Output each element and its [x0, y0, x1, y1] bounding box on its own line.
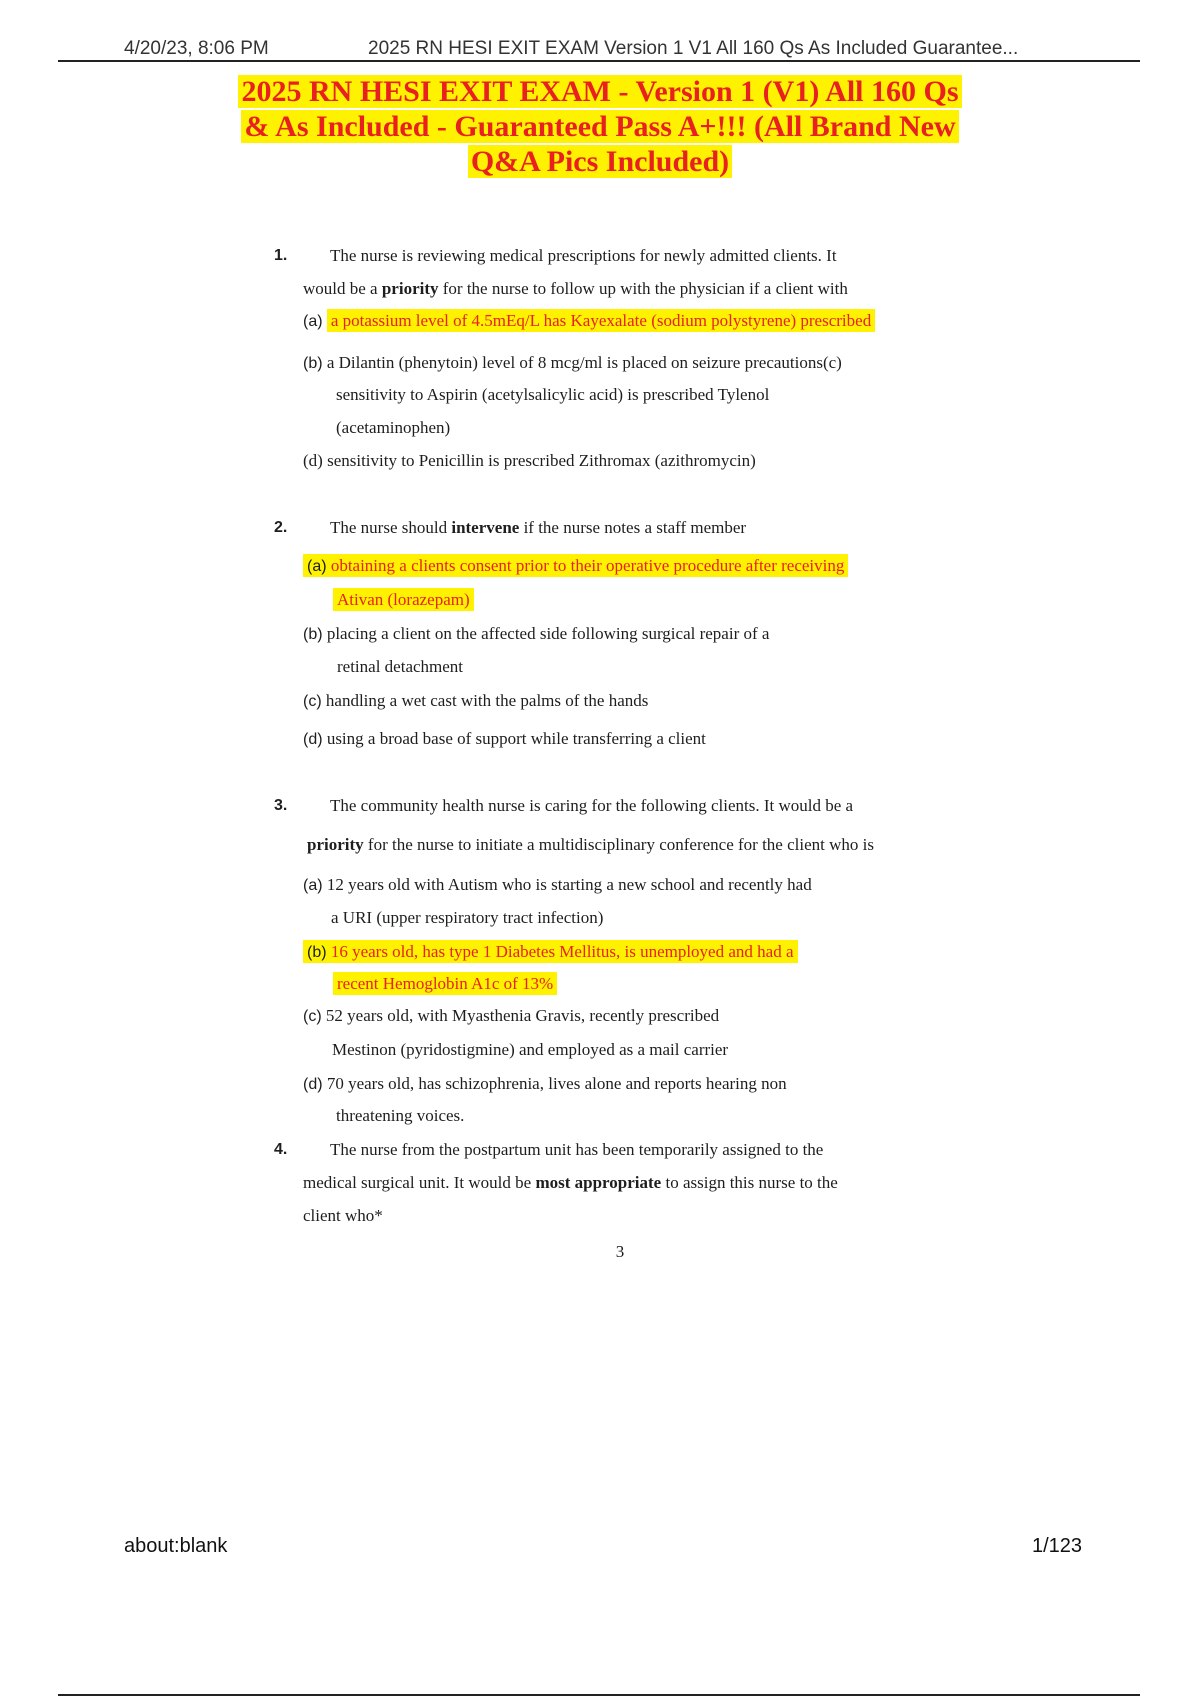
page-number: 3 — [615, 1242, 625, 1261]
question-stem-line: client who* — [303, 1206, 383, 1225]
answer-option-b: (b) placing a client on the affected side following surgical repair of a — [303, 624, 770, 643]
question-number: 3. — [274, 797, 288, 814]
question-stem-line: The nurse is reviewing medical prescriptions for newly admitted clients. It — [330, 246, 837, 265]
question-number: 1. — [274, 247, 288, 264]
question-number: 4. — [274, 1141, 288, 1158]
answer-option-b — [303, 942, 798, 962]
title-line-2: & As Included - Guaranteed Pass A+!!! (All Brand New — [241, 110, 958, 143]
print-footer-url: about:blank — [124, 1535, 228, 1557]
print-date: 4/20/23, 8:06 PM — [124, 38, 269, 59]
title-line-1: 2025 RN HESI EXIT EXAM - Version 1 (V1) All 160 Qs — [238, 75, 961, 108]
correct-answer-highlight: (a) obtaining a clients consent prior to their operative procedure after receiving — [303, 554, 848, 577]
title-line-3: Q&A Pics Included) — [468, 145, 732, 178]
print-doc-title: 2025 RN HESI EXIT EXAM Version 1 V1 All 160 Qs As Included Guarantee... — [368, 38, 1019, 59]
emphasis: intervene — [451, 518, 520, 537]
question-number: 2. — [274, 519, 288, 536]
question-stem-line: The nurse from the postpartum unit has been temporarily assigned to the — [330, 1140, 824, 1159]
browser-print-header — [58, 38, 1140, 62]
question-stem-line: The community health nurse is caring for the following clients. It would be a — [330, 796, 854, 815]
emphasis: priority — [381, 279, 439, 298]
answer-option-d: (d) sensitivity to Penicillin is prescribed Zithromax (azithromycin) — [303, 451, 756, 470]
answer-option-c: (c) handling a wet cast with the palms of the hands — [303, 691, 649, 710]
print-footer-page-count: 1/123 — [1032, 1535, 1083, 1557]
answer-option-continuation: threatening voices. — [336, 1106, 465, 1125]
question-stem-line: would be a priority for the nurse to follow up with the physician if a client with — [303, 279, 848, 298]
page-title — [0, 74, 1200, 179]
answer-option-a — [303, 556, 848, 576]
answer-option-b: (b) a Dilantin (phenytoin) level of 8 mcg/ml is placed on seizure precautions(c) — [303, 353, 842, 372]
correct-answer-highlight: Ativan (lorazepam) — [333, 588, 474, 611]
correct-answer-highlight: recent Hemoglobin A1c of 13% — [333, 972, 557, 995]
answer-option-continuation: sensitivity to Aspirin (acetylsalicylic acid) is prescribed Tylenol — [336, 385, 770, 404]
answer-option-continuation: (acetaminophen) — [336, 418, 451, 437]
bottom-divider — [58, 1694, 1140, 1696]
answer-option-continuation: Mestinon (pyridostigmine) and employed as a mail carrier — [332, 1040, 729, 1059]
question-stem-line: medical surgical unit. It would be most appropriate to assign this nurse to the — [303, 1173, 838, 1192]
answer-option-continuation — [333, 974, 557, 994]
emphasis: most appropriate — [535, 1173, 662, 1192]
question-stem-line: The nurse should intervene if the nurse notes a staff member — [330, 518, 747, 537]
emphasis: priority — [307, 835, 364, 854]
answer-option-continuation: a URI (upper respiratory tract infection) — [331, 908, 604, 927]
correct-answer-highlight: (b) 16 years old, has type 1 Diabetes Mellitus, is unemployed and had a — [303, 940, 798, 963]
answer-option-a: (a) a potassium level of 4.5mEq/L has Kayexalate (sodium polystyrene) prescribed — [303, 311, 875, 331]
answer-option-a: (a) 12 years old with Autism who is starting a new school and recently had — [303, 875, 812, 894]
answer-option-d: (d) using a broad base of support while transferring a client — [303, 729, 706, 748]
correct-answer-highlight: a potassium level of 4.5mEq/L has Kayexalate (sodium polystyrene) prescribed — [327, 309, 875, 332]
answer-option-c: (c) 52 years old, with Myasthenia Gravis, recently prescribed — [303, 1006, 720, 1025]
answer-option-continuation — [333, 590, 474, 610]
answer-option-continuation: retinal detachment — [337, 657, 464, 676]
question-stem-line: priority for the nurse to initiate a multidisciplinary conference for the client who is — [307, 835, 874, 854]
answer-option-d: (d) 70 years old, has schizophrenia, lives alone and reports hearing non — [303, 1074, 787, 1093]
